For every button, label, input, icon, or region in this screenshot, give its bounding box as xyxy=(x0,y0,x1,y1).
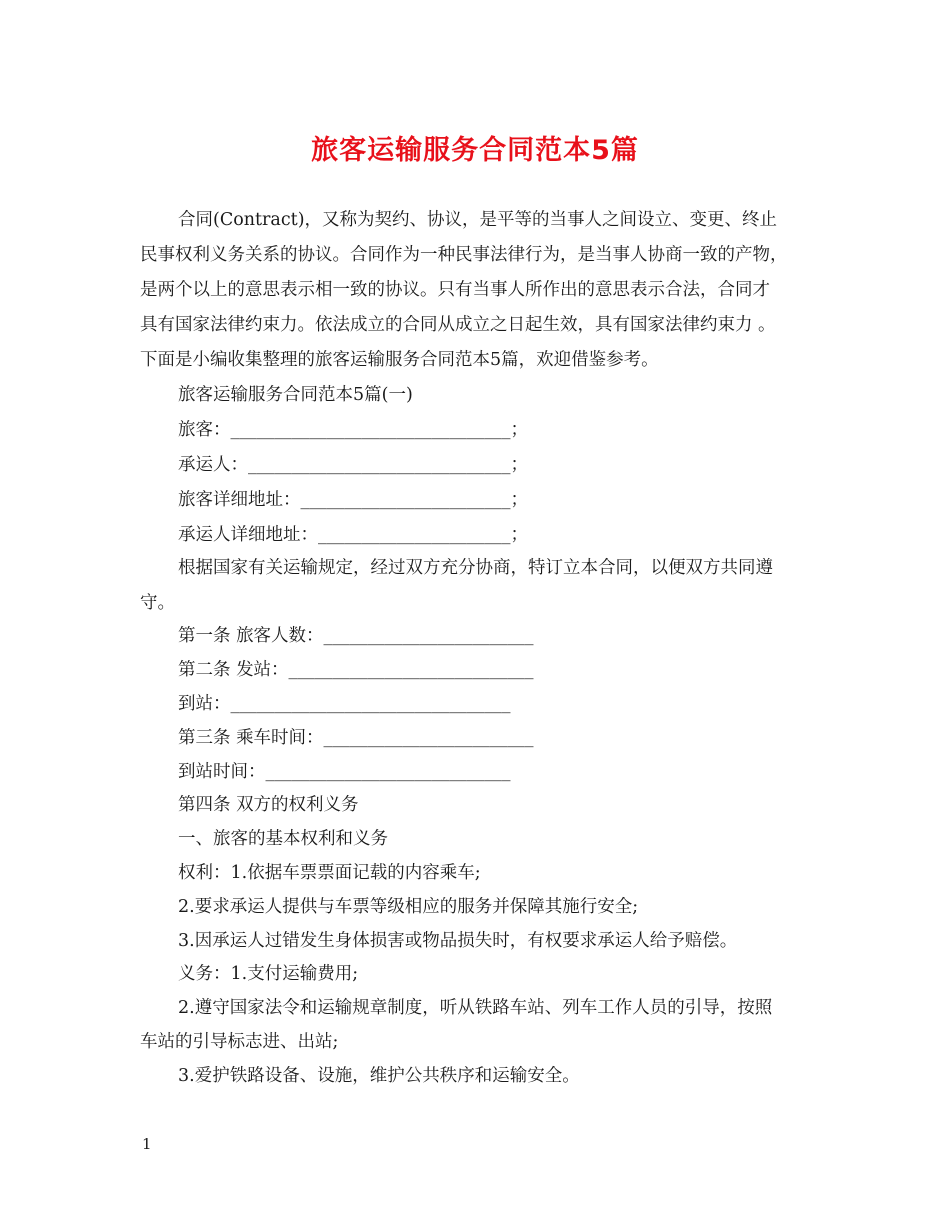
arrival-station-field: 到站：________________________________ xyxy=(178,694,511,714)
list-item: 3.因承运人过错发生身体损害或物品损失时，有权要求承运人给予赔偿。 xyxy=(178,931,738,951)
carrier-field: 承运人：______________________________； xyxy=(178,455,528,475)
paragraph-line: 车站的引导标志进、出站; xyxy=(140,1032,339,1052)
paragraph-line: 合同(Contract)，又称为契约、协议，是平等的当事人之间设立、变更、终止 xyxy=(178,210,778,230)
paragraph-line: 民事权利义务关系的协议。合同作为一种民事法律行为，是当事人协商一致的产物， xyxy=(140,245,788,265)
page-number: 1 xyxy=(142,1135,152,1153)
paragraph-line: 具有国家法律约束力。依法成立的合同从成立之日起生效，具有国家法律约束力 。 xyxy=(140,315,776,335)
paragraph-line: 守。 xyxy=(140,593,175,613)
list-item: 权利：1.依据车票票面记载的内容乘车; xyxy=(178,863,481,883)
list-item: 3.爱护铁路设备、设施，维护公共秩序和运输安全。 xyxy=(178,1066,580,1086)
arrival-time-field: 到站时间：____________________________ xyxy=(178,762,511,782)
article-3: 第三条 乘车时间：________________________ xyxy=(178,728,534,748)
document-title: 旅客运输服务合同范本5篇 xyxy=(311,135,639,166)
carrier-address-field: 承运人详细地址：______________________； xyxy=(178,525,528,545)
list-item: 义务：1.支付运输费用; xyxy=(178,964,359,984)
paragraph-line: 根据国家有关运输规定，经过双方充分协商，特订立本合同，以便双方共同遵 xyxy=(178,558,773,578)
paragraph-line: 下面是小编收集整理的旅客运输服务合同范本5篇，欢迎借鉴参考。 xyxy=(140,350,659,370)
list-item: 2.要求承运人提供与车票等级相应的服务并保障其施行安全; xyxy=(178,897,639,917)
paragraph-line: 是两个以上的意思表示相一致的协议。只有当事人所作出的意思表示合法，合同才 xyxy=(140,280,770,300)
section-heading: 旅客运输服务合同范本5篇(一) xyxy=(178,385,413,405)
passenger-address-field: 旅客详细地址：________________________； xyxy=(178,490,528,510)
list-item: 2.遵守国家法令和运输规章制度，听从铁路车站、列车工作人员的引导，按照 xyxy=(178,998,773,1018)
subsection-heading: 一、旅客的基本权利和义务 xyxy=(178,829,388,849)
article-1: 第一条 旅客人数：________________________ xyxy=(178,626,534,646)
passenger-field: 旅客：________________________________； xyxy=(178,420,528,440)
article-2: 第二条 发站：____________________________ xyxy=(178,660,534,680)
article-4: 第四条 双方的权利义务 xyxy=(178,795,359,815)
